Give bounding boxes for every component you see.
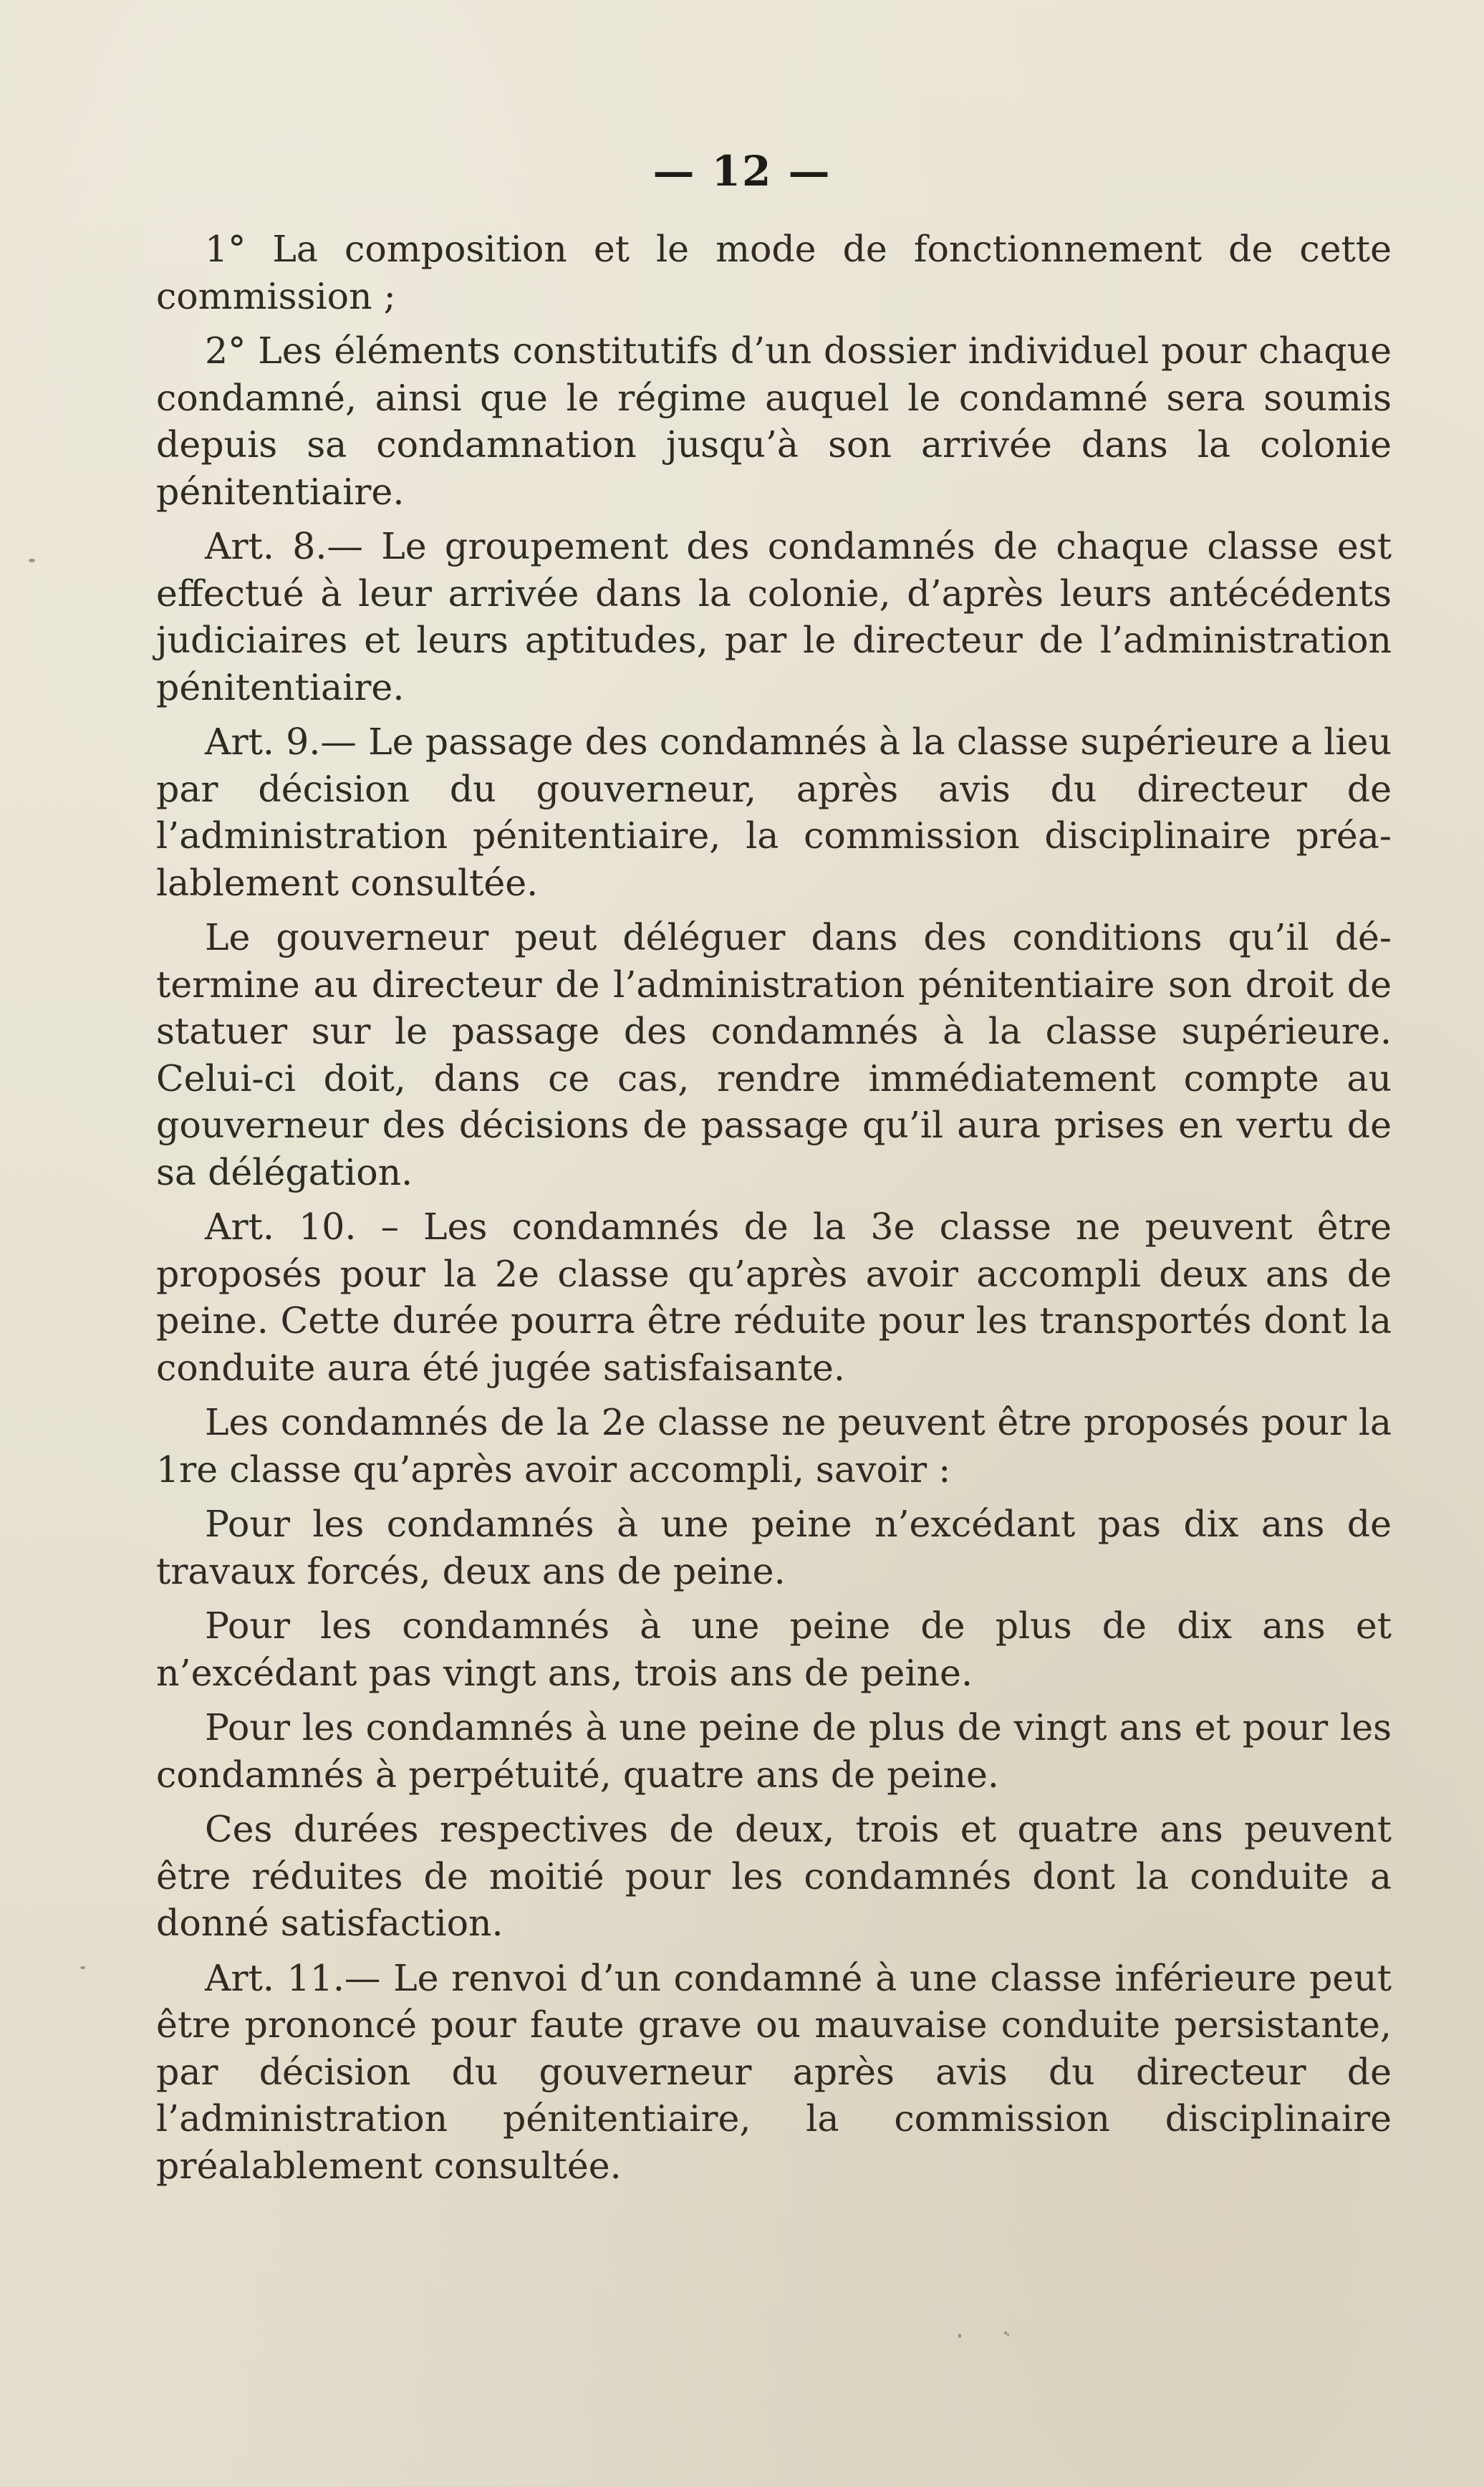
paragraph-perpetuity: Pour les condamnés à une peine de plus de vingt ans et pour les condamnés à perpétuité, quatre ans de peine. <box>156 1706 1392 1796</box>
paper-speck <box>958 2334 961 2338</box>
paragraph-delegation: Le gouverneur peut déléguer dans des conditions qu’il détermine au directeur de l’administration pénitentiaire son droit de statuer sur le passage des condamnés à la classe supérieure. Celui-ci doit, dans ce cas, rendre immédiatement compte au gouverneur des décisions de passage qu’il aura prises en vertu de sa délégation. <box>156 916 1392 1193</box>
paragraph-twenty-years: Pour les condamnés à une peine de plus de dix ans et n’excédant pas vingt ans, trois ans de peine. <box>156 1605 1392 1694</box>
paragraph-ten-years: Pour les condamnés à une peine n’excédant pas dix ans de travaux forcés, deux ans de peine. <box>156 1503 1392 1592</box>
paragraph-dossier-individuel: 2° Les éléments constitutifs d’un dossier individuel pour chaque condamné, ainsi que le régime auquel le condamné sera soumis depuis sa condamnation jusqu’à son arrivée dans la colonie pénitentiaire. <box>156 329 1392 513</box>
paragraph-article-9: Art. 9.— Le passage des condamnés à la classe supérieure a lieu par décision du gouverneur, après avis du directeur de l’administration pénitentiaire, la commission disciplinaire préalablement consultée. <box>156 721 1392 904</box>
paragraph-commission-composition: 1° La composition et le mode de fonctionnement de cette commission ; <box>156 228 1392 317</box>
paper-speck <box>1007 2334 1009 2336</box>
paragraph-article-8: Art. 8.— Le groupement des condamnés de chaque classe est effectué à leur arrivée dans la colonie, d’après leurs antécédents judiciaires et leurs aptitudes, par le directeur de l’administration pénitentiaire. <box>156 525 1392 708</box>
paragraph-second-class-promotion: Les condamnés de la 2e classe ne peuvent être proposés pour la 1re classe qu’après avoir accompli, savoir : <box>156 1401 1392 1491</box>
paper-speck <box>80 1966 85 1969</box>
body-text <box>156 226 1392 2189</box>
paragraph-reduced-durations: Ces durées respectives de deux, trois et quatre ans peuvent être réduites de moitié pour les condamnés dont la conduite a donné satisfaction. <box>156 1808 1392 1944</box>
paragraph-article-11: Art. 11.— Le renvoi d’un condamné à une classe inférieure peut être prononcé pour faute grave ou mauvaise conduite persistante, par décision du gouverneur après avis du directeur de l’administration pénitentiaire, la commission disciplinaire préalablement consultée. <box>156 1956 1392 2187</box>
paper-speck <box>29 559 35 562</box>
page-number: — 12 — <box>652 147 832 196</box>
paragraph-article-10: Art. 10. – Les condamnés de la 3e classe ne peuvent être proposés pour la 2e classe qu’après avoir accompli deux ans de peine. Cette durée pourra être réduite pour les transportés dont la conduite aura été jugée satisfaisante. <box>156 1206 1392 1389</box>
